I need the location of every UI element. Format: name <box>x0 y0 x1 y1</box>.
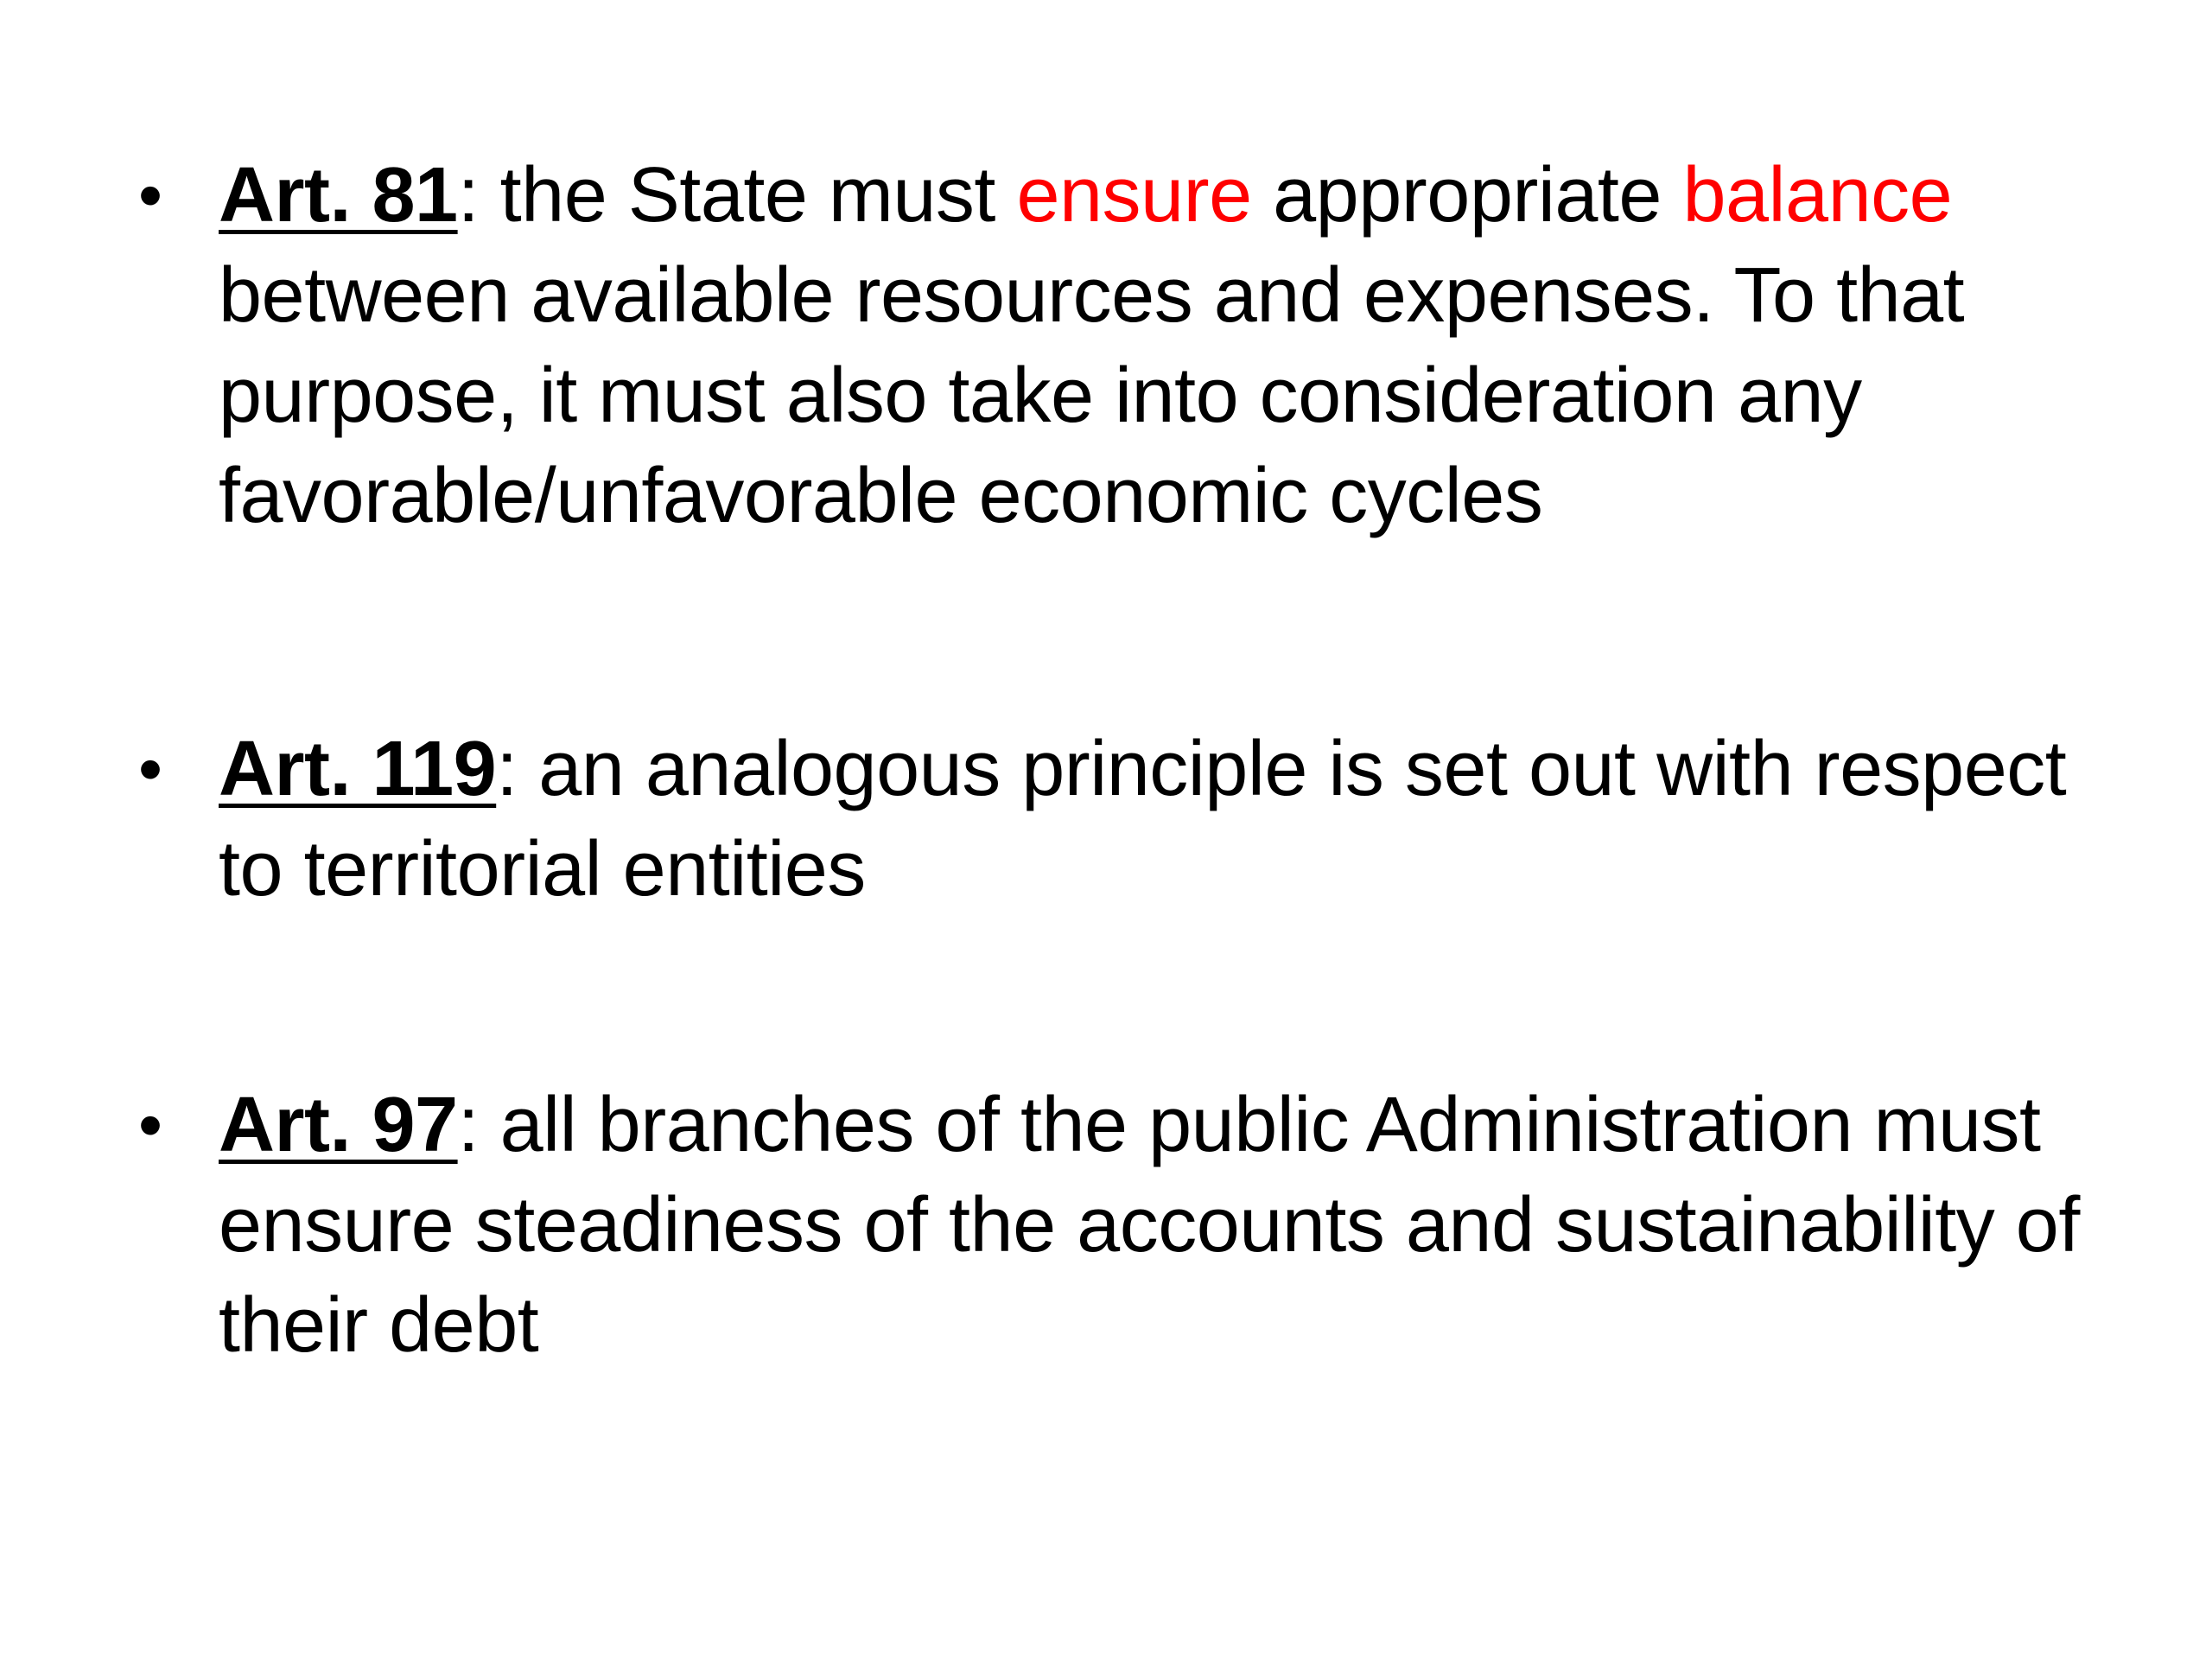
article-reference: Art. 97 <box>219 1082 458 1168</box>
bullet-marker: • <box>138 156 162 233</box>
bullet-text: all branches of the public Administration must ensure steadiness of the accounts and sustainability of their debt <box>219 1082 2080 1369</box>
bullet-marker: • <box>138 1086 162 1163</box>
bullet-text: an analogous principle is set out with respect to territorial entities <box>219 726 2067 912</box>
emphasized-text: balance <box>1682 152 1953 238</box>
bullet-item-art-119 <box>130 719 2117 919</box>
article-colon: : <box>496 726 518 812</box>
article-colon: : <box>457 152 480 238</box>
bullet-item-art-81 <box>130 145 2117 546</box>
bullet-list <box>130 145 2117 1376</box>
article-reference: Art. 81 <box>219 152 458 238</box>
bullet-marker: • <box>138 730 162 807</box>
bullet-text: between available resources and expenses. To that purpose, it must also take into consideration any favorable/unfavorable economic cycles <box>219 252 1965 539</box>
article-reference: Art. 119 <box>219 726 497 812</box>
bullet-item-art-97 <box>130 1075 2117 1376</box>
article-colon: : <box>457 1082 480 1168</box>
bullet-text: appropriate <box>1251 152 1683 238</box>
emphasized-text: ensure <box>1016 152 1252 238</box>
bullet-text: the State must <box>479 152 1017 238</box>
